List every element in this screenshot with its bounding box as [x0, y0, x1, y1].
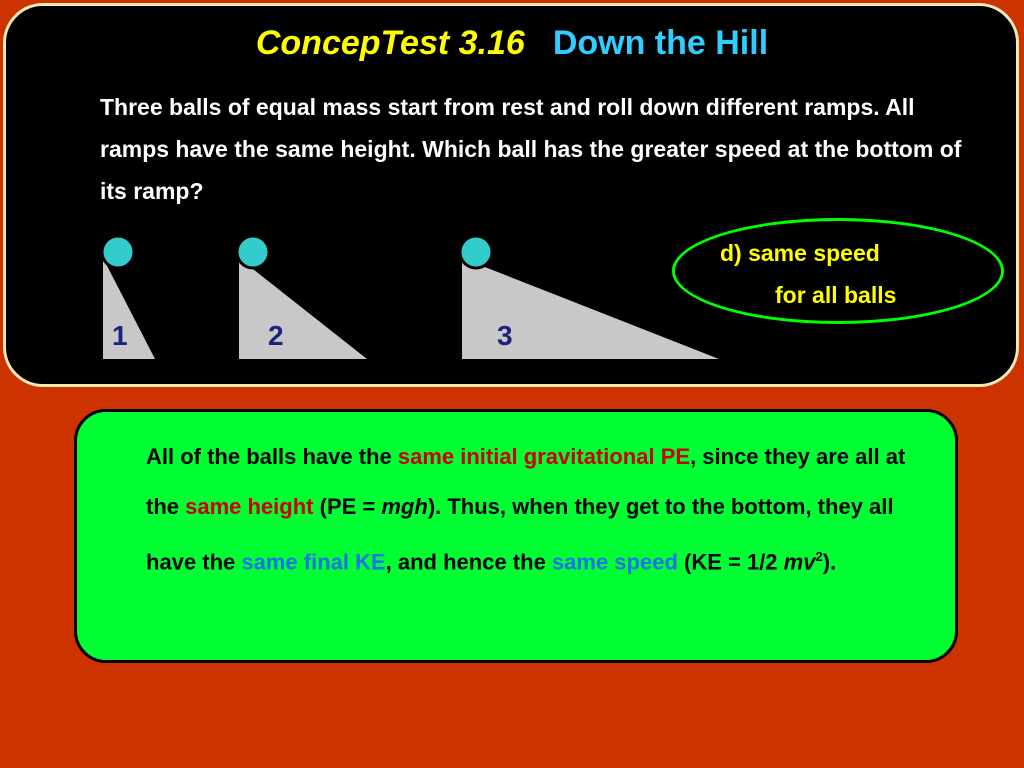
explanation-segment: All of the balls have the	[146, 444, 398, 469]
ramp-label-1: 1	[112, 320, 128, 351]
ramp-2-incline	[239, 258, 367, 359]
ramp-1	[102, 236, 155, 359]
explanation-text	[146, 432, 936, 587]
ball-1	[102, 236, 134, 268]
explanation-segment: (KE = 1/2	[677, 549, 784, 575]
ramp-label-3: 3	[497, 320, 513, 351]
explanation-segment: , and hence the	[385, 549, 552, 575]
highlight-same-height: same height	[185, 494, 314, 519]
explanation-segment: (PE =	[313, 494, 382, 519]
ball-3	[460, 236, 492, 268]
formula-mv: mv	[783, 549, 816, 575]
answer-text	[720, 232, 896, 316]
explanation-segment: , since they are all at the	[146, 444, 906, 519]
highlight-same-speed: same speed	[551, 549, 678, 575]
answer-line-2: for all balls	[775, 282, 897, 308]
ball-2	[237, 236, 269, 268]
highlight-same-initial-pe: same initial gravitational PE	[397, 444, 691, 469]
ramp-2	[237, 236, 367, 359]
formula-mgh: mgh	[381, 494, 428, 519]
formula-exponent: 2	[815, 549, 823, 564]
concept-test-name: Down the Hill	[552, 24, 769, 62]
explanation-segment: ). Thus, when they get to the bottom, they all have the	[146, 494, 894, 575]
answer-line-1: d) same speed	[720, 240, 880, 266]
explanation-segment: ).	[822, 549, 837, 575]
question-text: Three balls of equal mass start from rest and roll down different ramps. All ramps have the same height. Which ball has the greater speed at the bottom of its ramp?	[100, 94, 962, 204]
ramp-1-incline	[103, 258, 155, 359]
ramp-label-2: 2	[268, 320, 284, 351]
concept-test-number: ConcepTest 3.16	[255, 24, 525, 62]
highlight-same-final-ke: same final KE	[241, 549, 386, 575]
